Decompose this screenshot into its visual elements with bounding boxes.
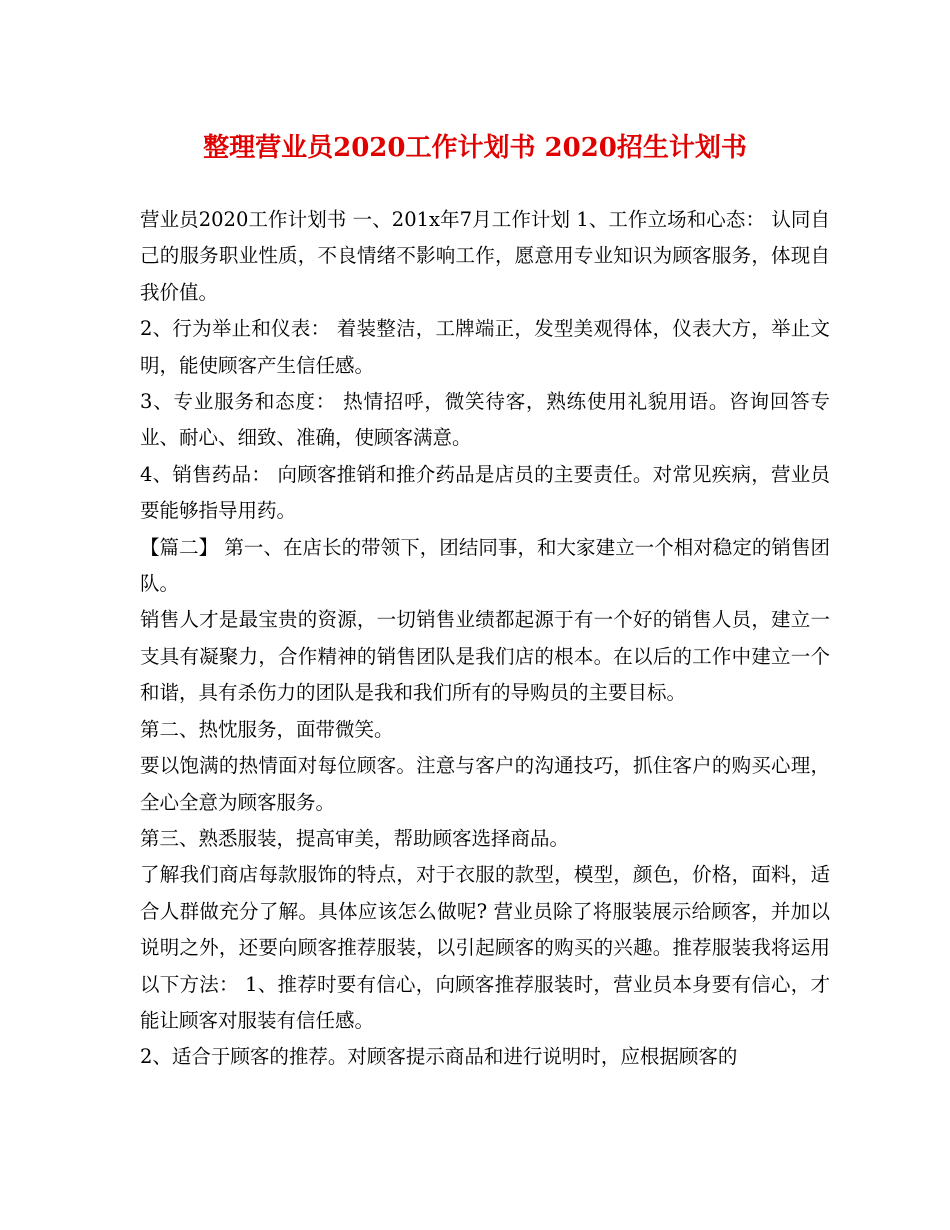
paragraph: 销售人才是最宝贵的资源，一切销售业绩都起源于有一个好的销售人员，建立一支具有凝聚力，合作精神的销售团队是我们店的根本。在以后的工作中建立一个和谐，具有杀伤力的团队是我和我们所有的导购员的主要目标。: [140, 608, 830, 705]
paragraph: 了解我们商店每款服饰的特点，对于衣服的款型，模型，颜色，价格，面料，适合人群做充分了解。具体应该怎么做呢? 营业员除了将服装展示给顾客，并加以说明之外，还要向顾客推荐服装，以引起顾客的购买的兴趣。推荐服装我将运用以下方法： 1、推荐时要有信心，向顾客推荐服装时，营业员本身要有信心，才能让顾客对服装有信任感。: [140, 863, 830, 1032]
paragraph: 2、适合于顾客的推荐。对顾客提示商品和进行说明时，应根据顾客的: [140, 1045, 738, 1069]
paragraph: 3、专业服务和态度： 热情招呼，微笑待客，熟练使用礼貌用语。咨询回答专业、耐心、细致、准确，使顾客满意。: [140, 390, 830, 450]
paragraph: 营业员2020工作计划书 一、201x年7月工作计划 1、工作立场和心态： 认同自己的服务职业性质，不良情绪不影响工作，愿意用专业知识为顾客服务，体现自我价值。: [140, 208, 830, 304]
paragraph: 要以饱满的热情面对每位顾客。注意与客户的沟通技巧，抓住客户的购买心理，全心全意为顾客服务。: [140, 754, 830, 814]
paragraph: 【篇二】 第一、在店长的带领下，团结同事，和大家建立一个相对稳定的销售团队。: [140, 535, 830, 596]
document-body: [140, 202, 830, 1076]
paragraph: 第三、熟悉服装，提高审美，帮助顾客选择商品。: [140, 826, 570, 850]
paragraph: 第二、热忱服务，面带微笑。: [140, 717, 394, 741]
document-title: 整理营业员2020工作计划书 2020招生计划书: [203, 133, 747, 163]
paragraph: 4、销售药品： 向顾客推销和推介药品是店员的主要责任。对常见疾病，营业员要能够指导用药。: [140, 462, 830, 523]
paragraph: 2、行为举止和仪表： 着装整洁，工牌端正，发型美观得体，仪表大方，举止文明，能使顾客产生信任感。: [140, 317, 830, 377]
